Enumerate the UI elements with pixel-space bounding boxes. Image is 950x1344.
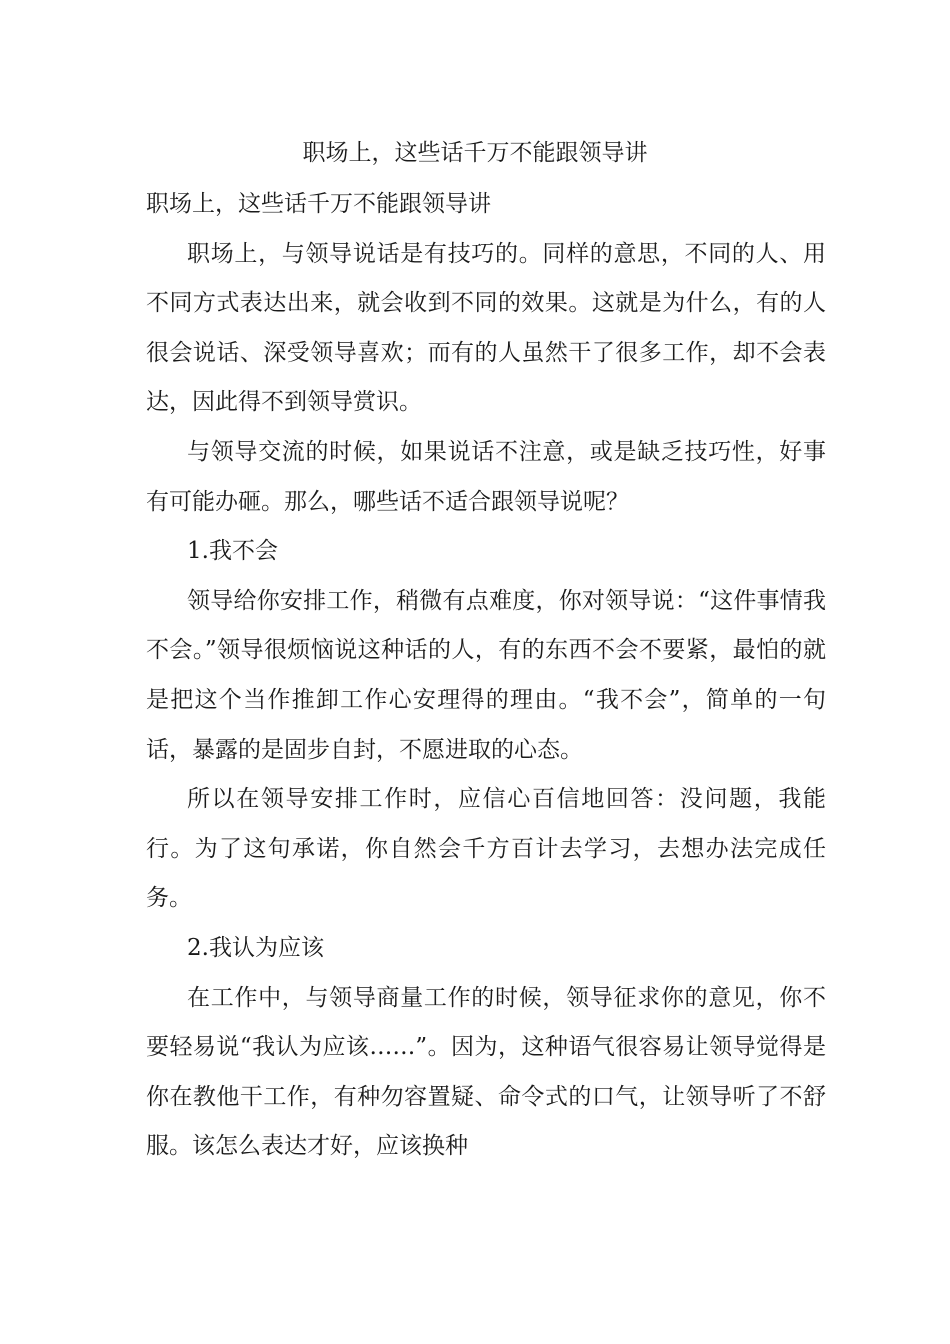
section-heading-1: 1.我不会	[187, 538, 278, 565]
paragraph-section2-a: 在工作中，与领导商量工作的时候，领导征求你的意见，你不要轻易说“我认为应该……”。因为，这种语气很容易让领导觉得是你在教他干工作，有种勿容置疑、命令式的口气，让领导听了不舒服。该怎么表达才好，应该换种	[146, 984, 826, 1160]
document-subtitle: 职场上，这些话千万不能跟领导讲	[146, 191, 491, 217]
paragraph-section1-a: 领导给你安排工作，稍微有点难度，你对领导说：“这件事情我不会。”领导很烦恼说这种话的人，有的东西不会不要紧，最怕的就是把这个当作推卸工作心安理得的理由。“我不会”，简单的一句话，暴露的是固步自封，不愿进取的心态。	[146, 587, 826, 763]
paragraph-question: 与领导交流的时候，如果说话不注意，或是缺乏技巧性，好事有可能办砸。那么，哪些话不适合跟领导说呢？	[146, 438, 826, 515]
paragraph-section1-b: 所以在领导安排工作时，应信心百信地回答：没问题，我能行。为了这句承诺，你自然会千方百计去学习，去想办法完成任务。	[146, 786, 826, 912]
document-body	[146, 180, 826, 1172]
paragraph-intro: 职场上，与领导说话是有技巧的。同样的意思，不同的人、用不同方式表达出来，就会收到不同的效果。这就是为什么，有的人很会说话、深受领导喜欢；而有的人虽然干了很多工作，却不会表达，因此得不到领导赏识。	[146, 240, 826, 416]
section-heading-2: 2.我认为应该	[187, 934, 324, 961]
document-title: 职场上，这些话千万不能跟领导讲	[302, 140, 648, 166]
